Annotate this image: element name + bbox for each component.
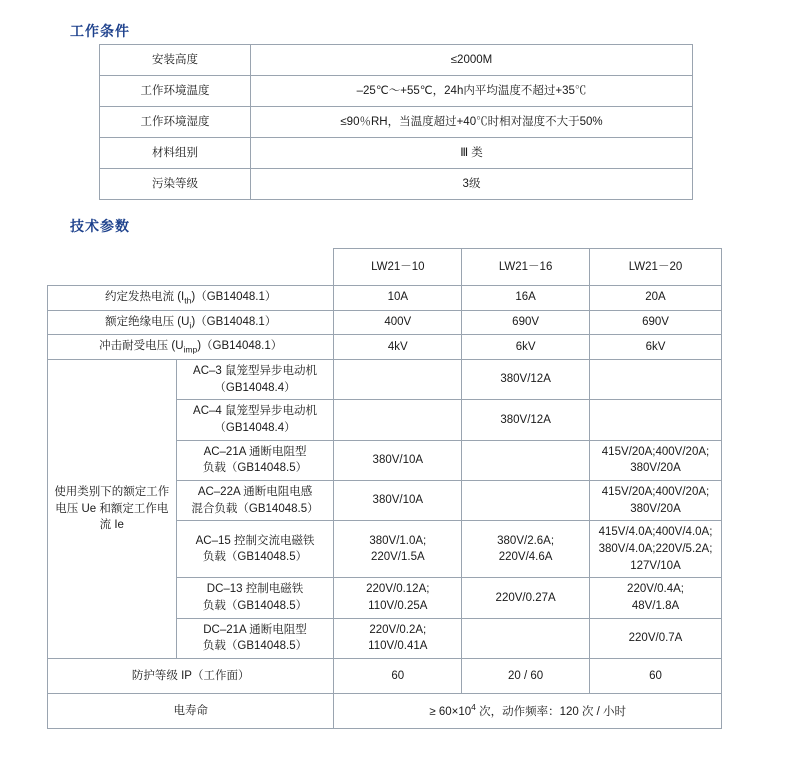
usage-name-dc13 — [176, 578, 334, 618]
table-row — [100, 107, 693, 138]
cell-value: 6kV — [590, 335, 722, 360]
cell-value: 4kV — [334, 335, 462, 360]
usage-name-line1: AC–22A 通断电阻电感 — [197, 485, 313, 498]
condition-value: –25℃～+55℃，24h内平均温度不超过+35℃ — [251, 76, 693, 107]
condition-label: 污染等级 — [100, 169, 251, 200]
usage-name-line2: 负载（GB14048.5） — [202, 551, 308, 564]
cell-value: 415V/4.0A;400V/4.0A; 380V/4.0A;220V/5.2A; 127V/10A — [590, 521, 722, 578]
label-text: 冲击耐受电压 (U — [99, 340, 184, 353]
condition-value: 3级 — [251, 169, 693, 200]
table-row — [48, 359, 722, 399]
table-row — [48, 693, 722, 728]
cell-value: 220V/0.27A — [462, 578, 590, 618]
condition-value: Ⅲ 类 — [251, 138, 693, 169]
label-text-tail: )（GB14048.1） — [191, 291, 277, 303]
usage-name-ac15 — [176, 521, 334, 578]
cell-value: 20 / 60 — [462, 658, 590, 693]
usage-name-line1: AC–3 鼠笼型异步电动机 — [193, 364, 317, 377]
label-text: 约定发热电流 (I — [105, 291, 185, 303]
table-row — [100, 138, 693, 169]
column-header-lw21-10: LW21－10 — [334, 249, 462, 286]
cell-value: 16A — [462, 286, 590, 311]
label-text-tail: )（GB14048.1） — [191, 315, 277, 328]
usage-name-line2: （GB14048.4） — [214, 421, 296, 434]
usage-name-line2: 负载（GB14048.5） — [202, 599, 308, 612]
cell-value: 690V — [462, 310, 590, 335]
cell-value — [334, 400, 462, 440]
usage-name-ac21a — [176, 440, 334, 480]
condition-label: 材料组别 — [100, 138, 251, 169]
usage-name-ac3 — [176, 359, 334, 399]
cell-value: 10A — [334, 286, 462, 311]
cell-value: 60 — [334, 658, 462, 693]
usage-name-line2: 负载（GB14048.5） — [202, 640, 308, 653]
life-value-exponent: 4 — [471, 702, 476, 713]
usage-name-line2: 混合负载（GB14048.5） — [191, 502, 319, 515]
life-value-pre: ≥ 60×10 — [429, 705, 472, 718]
cell-value: 380V/10A — [334, 480, 462, 520]
cell-value — [590, 400, 722, 440]
technical-specs-table — [47, 248, 722, 729]
usage-name-line1: DC–21A 通断电阻型 — [203, 623, 307, 636]
cell-value — [590, 359, 722, 399]
header-corner — [48, 249, 334, 286]
cell-value-electrical-life — [334, 693, 722, 728]
cell-value: 380V/12A — [462, 400, 590, 440]
condition-value: ≤90％RH，当温度超过+40℃时相对湿度不大于50% — [251, 107, 693, 138]
cell-value: 380V/1.0A; 220V/1.5A — [334, 521, 462, 578]
cell-value: 380V/12A — [462, 359, 590, 399]
row-label-ip-rating: 防护等级 IP（工作面） — [48, 658, 334, 693]
cell-value — [462, 618, 590, 658]
condition-value: ≤2000M — [251, 45, 693, 76]
row-label-insulation-voltage — [48, 310, 334, 335]
cell-value: 6kV — [462, 335, 590, 360]
cell-value: 220V/0.7A — [590, 618, 722, 658]
label-subscript: th — [184, 295, 192, 306]
cell-value — [334, 359, 462, 399]
row-label-thermal-current — [48, 286, 334, 311]
usage-name-line2: （GB14048.4） — [214, 381, 296, 394]
usage-name-line1: AC–4 鼠笼型异步电动机 — [193, 405, 317, 418]
table-row — [48, 310, 722, 335]
cell-value: 415V/20A;400V/20A; 380V/20A — [590, 480, 722, 520]
table-row — [100, 76, 693, 107]
table-row — [100, 169, 693, 200]
usage-name-ac22a — [176, 480, 334, 520]
table-header-row — [48, 249, 722, 286]
column-header-lw21-20: LW21－20 — [590, 249, 722, 286]
cell-value: 400V — [334, 310, 462, 335]
table-row — [48, 658, 722, 693]
section-title-working-conditions: 工作条件 — [70, 23, 130, 39]
usage-name-dc21a — [176, 618, 334, 658]
cell-value: 60 — [590, 658, 722, 693]
table-row — [100, 45, 693, 76]
life-value-post: 次，动作频率：120 次 / 小时 — [475, 705, 627, 718]
usage-name-line1: AC–15 控制交流电磁铁 — [195, 534, 315, 547]
cell-value: 690V — [590, 310, 722, 335]
label-text-tail: )（GB14048.1） — [197, 340, 283, 353]
cell-value: 380V/2.6A; 220V/4.6A — [462, 521, 590, 578]
cell-value: 415V/20A;400V/20A; 380V/20A — [590, 440, 722, 480]
cell-value: 220V/0.4A; 48V/1.8A — [590, 578, 722, 618]
label-subscript: i — [189, 319, 192, 330]
row-label-impulse-voltage — [48, 335, 334, 360]
working-conditions-table — [99, 44, 693, 200]
usage-name-line2: 负载（GB14048.5） — [202, 462, 308, 475]
row-group-label-usage-category: 使用类别下的额定工作电压 Ue 和额定工作电流 Ie — [48, 359, 177, 658]
cell-value: 220V/0.12A; 110V/0.25A — [334, 578, 462, 618]
cell-value: 380V/10A — [334, 440, 462, 480]
cell-value: 20A — [590, 286, 722, 311]
label-text: 额定绝缘电压 (U — [105, 315, 190, 328]
condition-label: 工作环境湿度 — [100, 107, 251, 138]
usage-name-line1: DC–13 控制电磁铁 — [206, 583, 304, 596]
cell-value — [462, 480, 590, 520]
row-label-electrical-life: 电寿命 — [48, 693, 334, 728]
condition-label: 安装高度 — [100, 45, 251, 76]
section-title-technical-specs: 技术参数 — [70, 218, 130, 234]
cell-value: 220V/0.2A; 110V/0.41A — [334, 618, 462, 658]
column-header-lw21-16: LW21－16 — [462, 249, 590, 286]
usage-name-line1: AC–21A 通断电阻型 — [203, 445, 307, 458]
table-row — [48, 335, 722, 360]
table-row — [48, 286, 722, 311]
cell-value — [462, 440, 590, 480]
condition-label: 工作环境温度 — [100, 76, 251, 107]
label-subscript: imp — [183, 344, 198, 355]
usage-name-ac4 — [176, 400, 334, 440]
